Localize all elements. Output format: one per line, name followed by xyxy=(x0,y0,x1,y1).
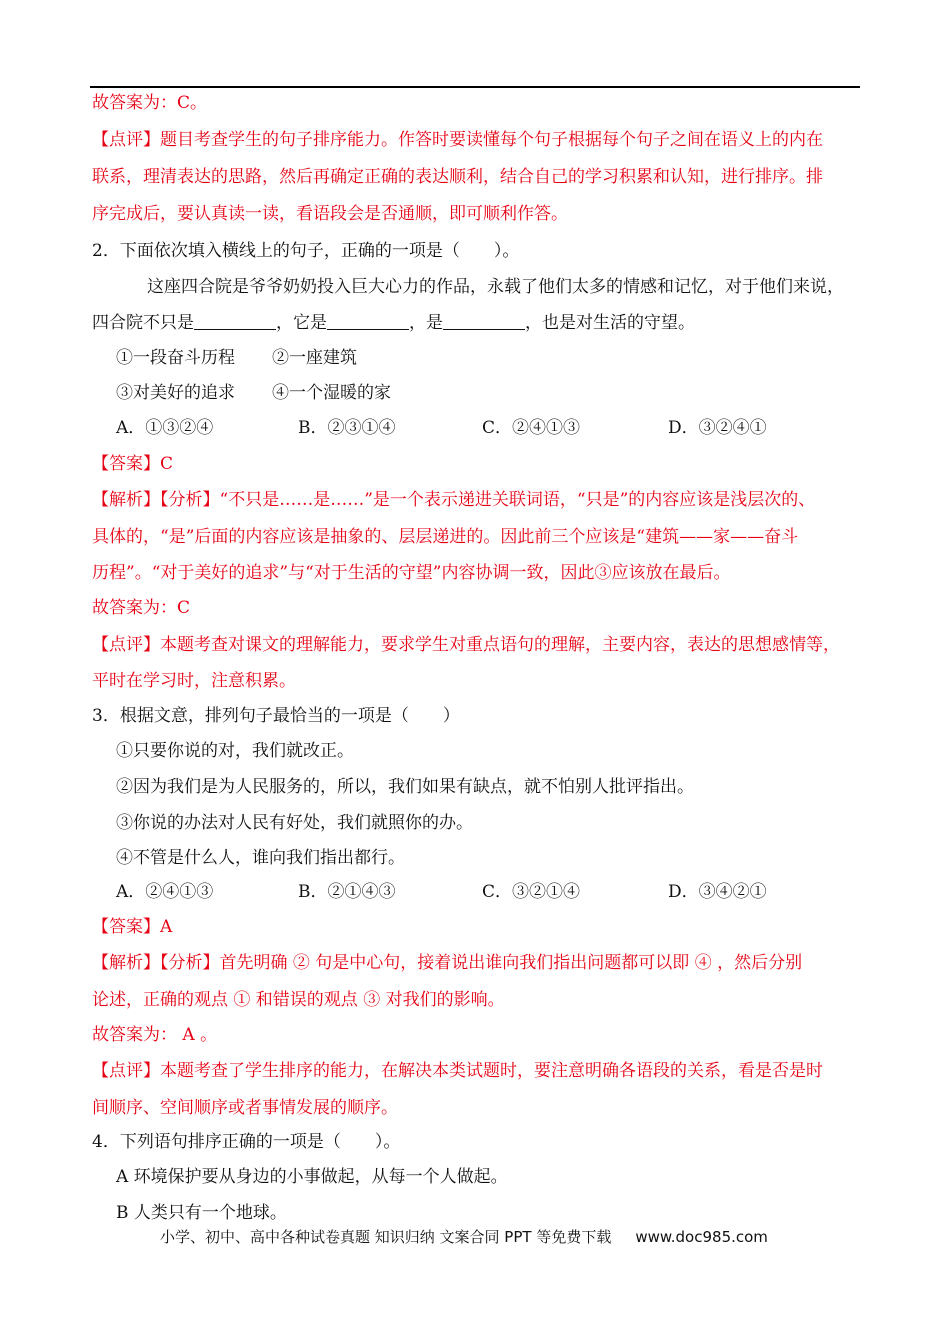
q3-item-4: ④不管是什么人，谁向我们指出都行。 xyxy=(116,848,405,868)
q4-item-a: A 环境保护要从身边的小事做起，从每一个人做起。 xyxy=(116,1167,508,1187)
q3-option-a: A．②④①③ xyxy=(116,882,214,902)
q2-analysis-line-2: 具体的，“是”后面的内容应该是抽象的、层层递进的。因此前三个应该是“建筑——家——奋斗 xyxy=(92,527,799,547)
q3-stem: 3．根据文意，排列句子最恰当的一项是（ ） xyxy=(92,706,460,726)
q2-comment-line-1: 【点评】本题考查对课文的理解能力，要求学生对重点语句的理解，主要内容，表达的思想感情等， xyxy=(92,635,840,655)
fill-blank-3 xyxy=(443,311,525,330)
q2-stem: 2．下面依次填入横线上的句子，正确的一项是（ ）。 xyxy=(92,241,520,261)
q2-item-1: ①一段奋斗历程 xyxy=(116,348,235,368)
q1-comment-line-2: 联系，理清表达的思路，然后再确定正确的表达顺利，结合自己的学习积累和认知，进行排序。排 xyxy=(92,167,823,187)
q3-option-c: C．③②①④ xyxy=(482,882,581,902)
q2-answer-final: 故答案为：C xyxy=(92,598,191,618)
q2-option-b: B．②③①④ xyxy=(298,418,396,438)
q3-analysis-line-2: 论述，正确的观点 ① 和错误的观点 ③ 对我们的影响。 xyxy=(92,990,505,1010)
q2-passage-part-b: ，它是 xyxy=(276,313,327,333)
q2-option-a: A．①③②④ xyxy=(116,418,214,438)
footer-url-link[interactable]: www.doc985.com xyxy=(635,1228,768,1246)
q2-analysis-line-1: 【解析】【分析】“不只是……是……”是一个表示递进关联词语，“只是”的内容应该是浅层次的、 xyxy=(92,490,816,510)
q3-option-d: D．③④②① xyxy=(668,882,767,902)
q1-comment-line-3: 序完成后，要认真读一读，看语段会是否通顺，即可顺利作答。 xyxy=(92,204,568,224)
q2-option-c: C．②④①③ xyxy=(482,418,581,438)
q3-item-3: ③你说的办法对人民有好处，我们就照你的办。 xyxy=(116,813,473,833)
q2-item-2: ②一座建筑 xyxy=(272,348,357,368)
q2-item-4: ④一个湿暖的家 xyxy=(272,383,391,403)
q2-option-d: D．③②④① xyxy=(668,418,767,438)
q3-item-2: ②因为我们是为人民服务的，所以，我们如果有缺点，就不怕别人批评指出。 xyxy=(116,777,694,797)
q1-answer-final: 故答案为：C。 xyxy=(92,93,208,113)
q1-comment-line-1: 【点评】题目考查学生的句子排序能力。作答时要读懂每个句子根据每个句子之间在语义上的内在 xyxy=(92,130,823,150)
q3-analysis-line-1: 【解析】【分析】首先明确 ② 句是中心句，接着说出谁向我们指出问题都可以即 ④ ，然后分别 xyxy=(92,953,803,973)
q2-comment-line-2: 平时在学习时，注意积累。 xyxy=(92,671,296,691)
q4-stem: 4．下列语句排序正确的一项是（ ）。 xyxy=(92,1132,401,1152)
q3-option-b: B．②①④③ xyxy=(298,882,396,902)
q4-item-b: B 人类只有一个地球。 xyxy=(116,1203,287,1223)
q2-passage-line-2 xyxy=(92,311,872,335)
fill-blank-1 xyxy=(194,311,276,330)
q2-passage-part-d: ，也是对生活的守望。 xyxy=(525,313,695,333)
q2-item-3: ③对美好的追求 xyxy=(116,383,235,403)
q2-answer: 【答案】C xyxy=(92,454,174,474)
fill-blank-2 xyxy=(327,311,409,330)
q2-passage-part-c: ，是 xyxy=(409,313,443,333)
q3-answer-final: 故答案为： A 。 xyxy=(92,1025,218,1045)
q3-comment-line-2: 间顺序、空间顺序或者事情发展的顺序。 xyxy=(92,1098,398,1118)
q2-passage-line-1: 这座四合院是爷爷奶奶投入巨大心力的作品，永载了他们太多的情感和记忆，对于他们来说， xyxy=(147,277,844,297)
header-rule xyxy=(90,86,860,88)
q3-item-1: ①只要你说的对，我们就改正。 xyxy=(116,741,354,761)
q3-comment-line-1: 【点评】本题考查了学生排序的能力，在解决本类试题时，要注意明确各语段的关系，看是否是时 xyxy=(92,1061,823,1081)
footer-text: 小学、初中、高中各种试卷真题 知识归纳 文案合同 PPT 等免费下载 xyxy=(160,1228,612,1246)
q3-answer: 【答案】A xyxy=(92,917,173,937)
q2-passage-part-a: 四合院不只是 xyxy=(92,313,194,333)
page-footer xyxy=(160,1226,768,1248)
q2-analysis-line-3: 历程”。“对于美好的追求”与“对于生活的守望”内容协调一致，因此③应该放在最后。 xyxy=(92,563,731,583)
